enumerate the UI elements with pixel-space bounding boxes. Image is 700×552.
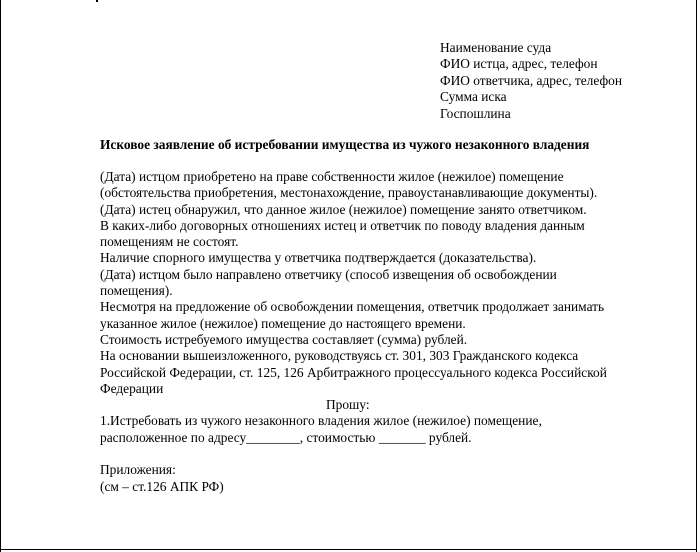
header-plaintiff: ФИО истца, адрес, телефон: [440, 56, 598, 72]
body-line: На основании вышеизложенного, руководствуясь ст. 301, 303 Гражданского кодекса: [100, 348, 579, 364]
attachments-note: (см – ст.126 АПК РФ): [100, 478, 224, 494]
body-line: Наличие спорного имущества у ответчика подтверждается (доказательства).: [100, 250, 537, 266]
request-line: расположенное по адресу________, стоимостью _______ рублей.: [100, 429, 472, 445]
request-heading: Прошу:: [326, 397, 370, 413]
body-line: В каких-либо договорных отношениях истец и ответчик по поводу владения данным: [100, 217, 585, 233]
body-line: Стоимость истребуемого имущества составляет (сумма) рублей.: [100, 331, 468, 347]
header-defendant: ФИО ответчика, адрес, телефон: [440, 72, 623, 88]
attachments-label: Приложения:: [100, 462, 176, 478]
document-title: Исковое заявление об истребовании имущества из чужого незаконного владения: [100, 137, 590, 152]
header-claim-amount: Сумма иска: [440, 89, 507, 105]
body-line: (Дата) истцом было направлено ответчику (способ извещения об освобождении: [100, 266, 557, 282]
header-state-fee: Госпошлина: [440, 105, 511, 121]
page-bottom-border: [0, 549, 697, 550]
page-right-border: [696, 0, 697, 552]
body-line: Несмотря на предложение об освобождении помещения, ответчик продолжает занимать: [100, 299, 605, 315]
page-left-border: [0, 0, 1, 552]
body-line: указанное жилое (нежилое) помещение до настоящего времени.: [100, 315, 466, 331]
header-court-name: Наименование суда: [440, 40, 552, 55]
body-line: (Дата) истец обнаружил, что данное жилое (нежилое) помещение занято ответчиком.: [100, 201, 587, 217]
body-line: Федерации: [100, 380, 164, 396]
document-body: [100, 169, 670, 495]
blank-spacer: [100, 446, 670, 462]
body-line: Российской Федерации, ст. 125, 126 Арбитражного процессуального кодекса Российской: [100, 364, 607, 380]
page-corner-mark: [96, 0, 98, 2]
request-line: 1.Истребовать из чужого незаконного владения жилое (нежилое) помещение,: [100, 413, 542, 429]
body-line: (обстоятельства приобретения, местонахождение, правоустанавливающие документы).: [100, 185, 598, 201]
addressee-header: [440, 40, 622, 122]
body-line: помещениям не состоят.: [100, 234, 239, 250]
body-line: помещения).: [100, 283, 173, 299]
body-line: (Дата) истцом приобретено на праве собственности жилое (нежилое) помещение: [100, 169, 564, 184]
